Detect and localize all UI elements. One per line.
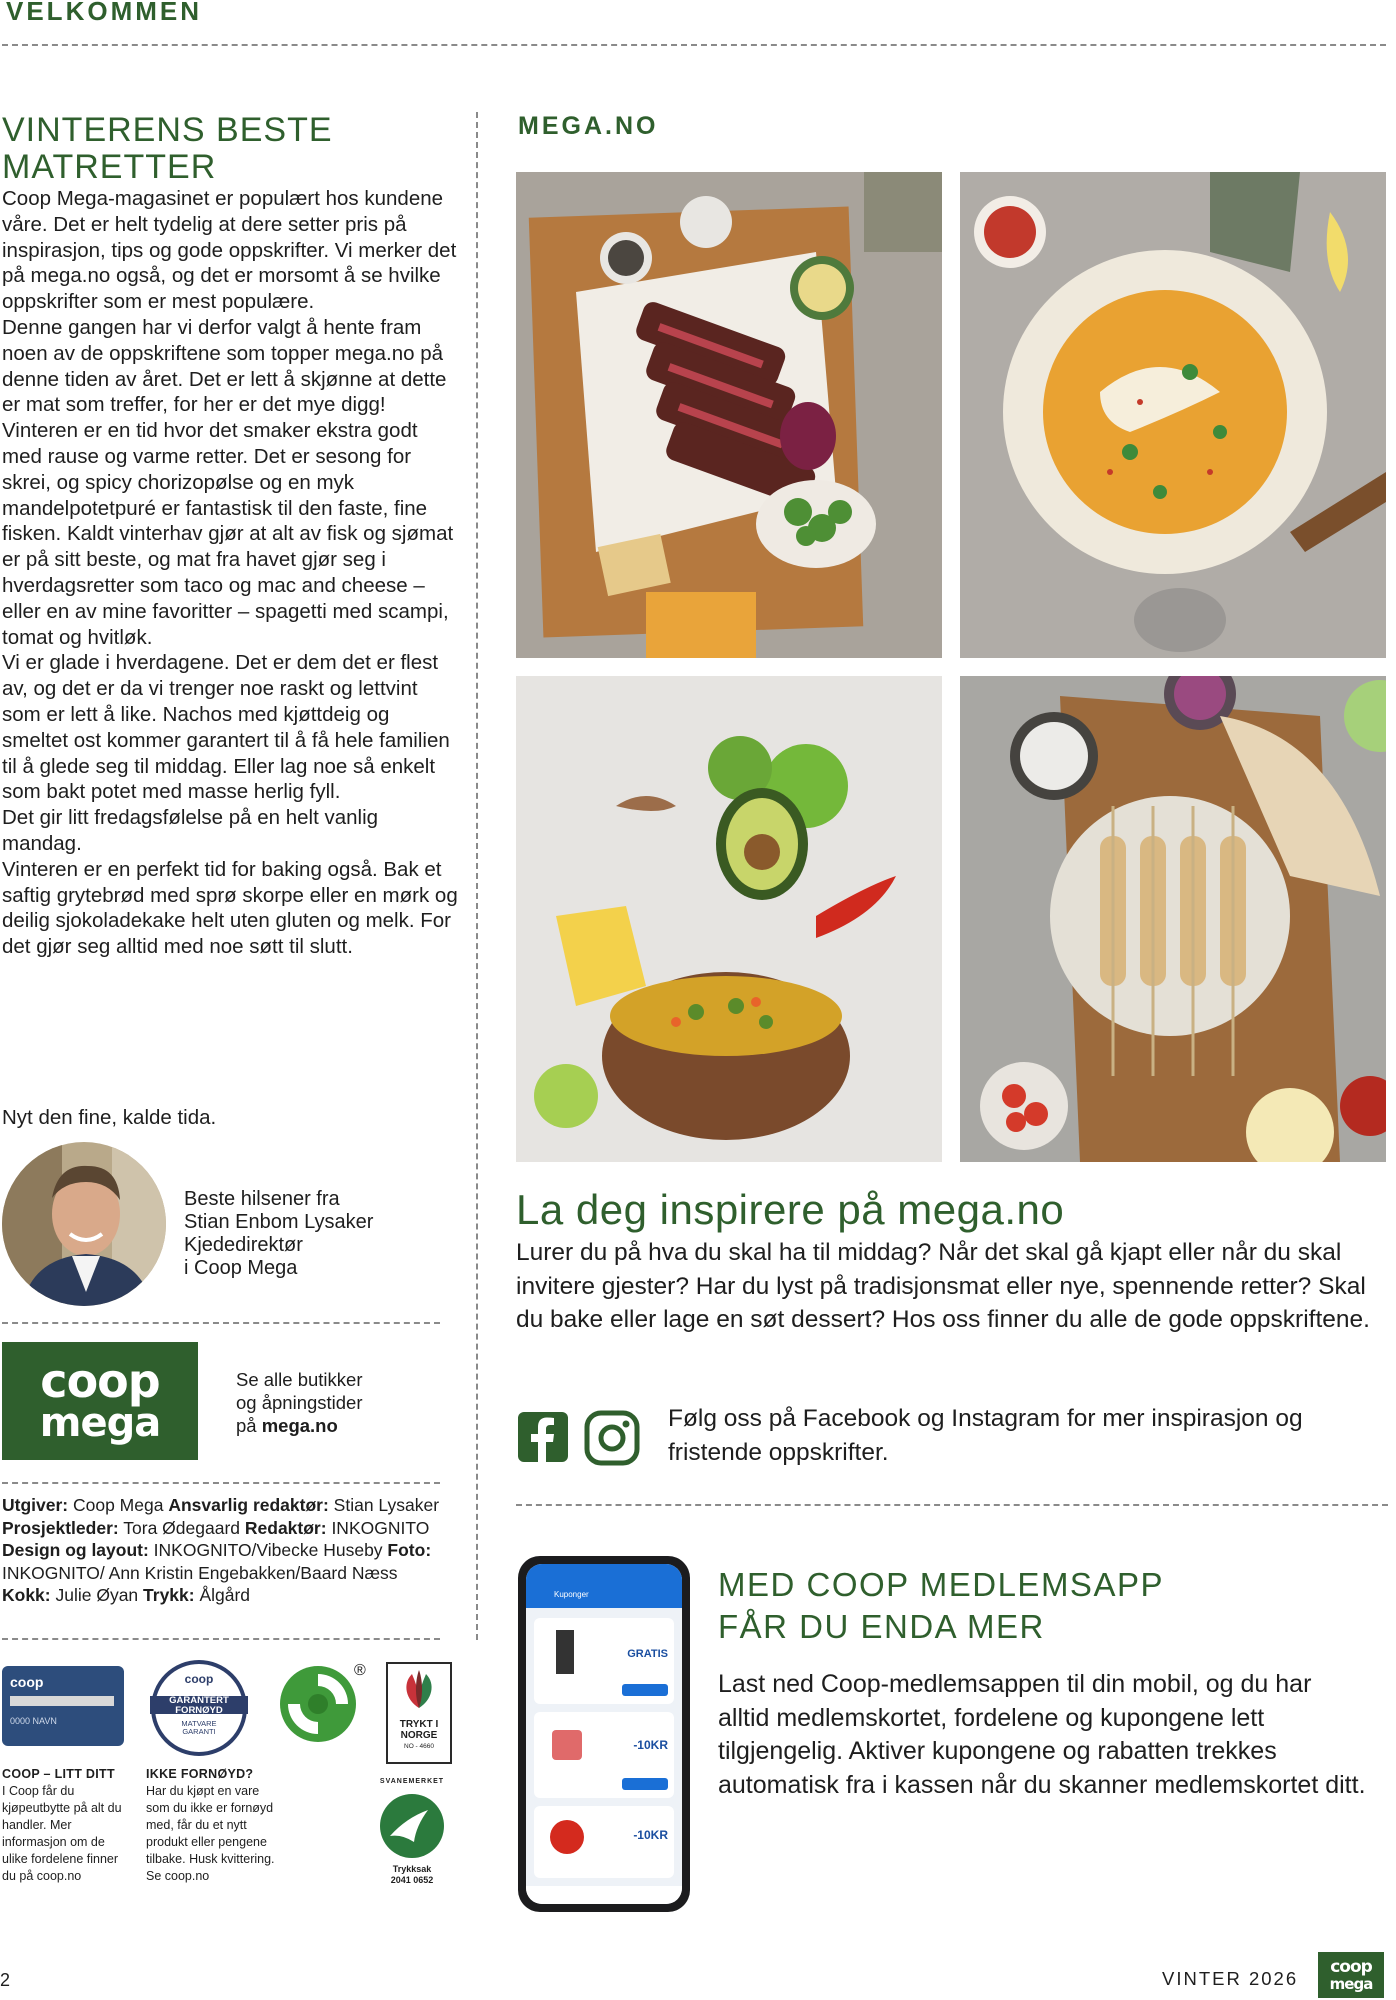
activate-button bbox=[622, 1778, 668, 1790]
mega-link[interactable]: mega.no bbox=[261, 1415, 338, 1436]
article-paragraph: Vi er glade i hverdagene. Det er dem det er flest av, og det er da vi trenger noe raskt og lettvint som er lett å like. Nachos med kjøttdeig og smeltet ost kommer garantert til å få hele familien til å glede seg til middag. Eller lag noe så enkelt som bakt potet med masse herlig fyll. bbox=[2, 651, 450, 804]
signature-company: i Coop Mega bbox=[184, 1257, 298, 1279]
card-caption-title: COOP – LITT DITT bbox=[2, 1767, 115, 1781]
svane-line: Trykksak bbox=[392, 1864, 432, 1874]
salsa-photo bbox=[516, 676, 942, 1162]
trykt-code: NO - 4660 bbox=[404, 1743, 434, 1750]
credits: Utgiver: Coop Mega Ansvarlig redaktør: Stian Lysaker Prosjektleder: Tora Ødegaard Redaktør: INKOGNITO Design og layout: INKOGNITO/Vibecke Huseby Foto: INKOGNITO/ Ann Kristin Engebakken/Baard Næss Kokk: Julie Øyan Trykk: Ålgård bbox=[2, 1495, 440, 1605]
left-divider-2 bbox=[2, 1482, 440, 1484]
issue-label: VINTER 2026 bbox=[1162, 1968, 1299, 1989]
soup-photo bbox=[960, 172, 1386, 658]
store-info bbox=[236, 1368, 436, 1437]
footer-coop-mega-logo bbox=[1318, 1952, 1384, 1998]
card-caption-text: I Coop får du kjøpeutbytte på alt du handler. Mer informasjon om de ulike fordelene finner du på coop.no bbox=[2, 1784, 122, 1883]
card-logo: coop bbox=[10, 1674, 44, 1690]
inspire-heading: La deg inspirere på mega.no bbox=[516, 1186, 1065, 1233]
coupon-card bbox=[534, 1712, 674, 1798]
card-caption bbox=[2, 1766, 128, 1885]
logo-coop: coop bbox=[40, 1354, 160, 1408]
signature-name: Stian Enbom Lysaker bbox=[184, 1211, 374, 1233]
phone-app-header: Kuponger bbox=[526, 1564, 682, 1608]
app-heading-line: MED COOP MEDLEMSAPP bbox=[718, 1566, 1164, 1603]
card-number: 0000 NAVN bbox=[10, 1716, 57, 1726]
app-phone-mockup bbox=[518, 1556, 690, 1912]
coupon-card bbox=[534, 1806, 674, 1878]
store-info-line: Se alle butikker bbox=[236, 1369, 363, 1390]
signature-line: Beste hilsener fra bbox=[184, 1188, 340, 1210]
app-text: Last ned Coop-medlemsappen til din mobil, og du har alltid medlemskortet, fordelene og kupongene lett tilgjengelig. Aktiver kupongene og rabatten trekkes automatisk fra i kassen når du skanner medlemskortet ditt. bbox=[718, 1670, 1366, 1799]
svanemerket-icon bbox=[376, 1790, 448, 1862]
section-title: VELKOMMEN bbox=[6, 0, 202, 26]
left-divider-1 bbox=[2, 1322, 440, 1324]
seal-top: coop bbox=[184, 1672, 214, 1686]
right-divider bbox=[516, 1504, 1388, 1506]
footer-logo-mega: mega bbox=[1329, 1974, 1373, 1993]
norway-flower-icon bbox=[388, 1664, 450, 1714]
signature bbox=[184, 1188, 424, 1280]
article-body bbox=[2, 186, 458, 960]
article-heading: VINTERENS BESTE MATRETTER bbox=[2, 111, 333, 186]
app-heading bbox=[718, 1564, 1378, 1648]
guarantee-caption bbox=[146, 1766, 282, 1885]
coupon-tag: -10KR bbox=[633, 1738, 668, 1752]
coupon-tag: GRATIS bbox=[627, 1648, 668, 1660]
recycle-icon bbox=[278, 1664, 358, 1744]
seal-sub: MATVARE GARANTI bbox=[181, 1719, 217, 1736]
phone-tabbar bbox=[526, 1886, 682, 1904]
coupon-card bbox=[534, 1618, 674, 1704]
column-divider bbox=[476, 112, 478, 1640]
facebook-icon[interactable] bbox=[518, 1412, 568, 1462]
app-heading-line: FÅR DU ENDA MER bbox=[718, 1608, 1045, 1645]
mega-label: MEGA.NO bbox=[518, 112, 659, 140]
article-paragraph: Coop Mega-magasinet er populært hos kundene våre. Det er helt tydelig at dere setter pris på inspirasjon, tips og gode oppskrifter. Vi merker det på mega.no også, og det er morsomt å se hvilke oppskrifter som er mest populære. bbox=[2, 187, 457, 314]
svane-line: 2041 0652 bbox=[390, 1875, 434, 1885]
trykt-line: NORGE bbox=[400, 1730, 438, 1741]
article-paragraph: Vinteren er en perfekt tid for baking også. Bak et saftig grytebrød med sprø skorpe eller en mørk og deilig sjokoladekake helt uten gluten og melk. For det gjør seg alltid med noe søtt til slutt. bbox=[2, 857, 458, 959]
instagram-icon[interactable] bbox=[584, 1410, 640, 1466]
header-divider bbox=[2, 44, 1386, 46]
skewers-photo bbox=[960, 676, 1386, 1162]
footer-logo-coop: coop bbox=[1330, 1956, 1372, 1977]
trykt-i-norge-label bbox=[386, 1662, 452, 1764]
guarantee-seal bbox=[146, 1658, 252, 1758]
store-info-line: på mega.no bbox=[236, 1415, 338, 1436]
phone-screen bbox=[526, 1564, 682, 1904]
svanemerket-label: SVANEMERKET bbox=[379, 1778, 445, 1785]
steak-photo bbox=[516, 172, 942, 658]
activate-button bbox=[622, 1684, 668, 1696]
inspire-text: Lurer du på hva du skal ha til middag? Når det skal gå kjapt eller når du skal invitere gjester? Har du lyst på tradisjonsmat eller nye, spennende retter? Skal du bake eller lage en søt dessert? Hos oss finner du alle de gode oppskriftene. bbox=[516, 1239, 1370, 1333]
guarantee-caption-text: Har du kjøpt en vare som du ikke er fornøyd med, får du et nytt produkt eller pengene tilbake. Husk kvittering. Se coop.no bbox=[146, 1784, 275, 1883]
store-info-line: og åpningstider bbox=[236, 1392, 363, 1413]
seal-banner: GARANTERT FORNØYD bbox=[169, 1695, 229, 1716]
logo-mega: mega bbox=[39, 1400, 161, 1446]
guarantee-caption-title: IKKE FORNØYD? bbox=[146, 1767, 254, 1781]
coop-mega-logo bbox=[2, 1342, 198, 1460]
follow-text: Følg oss på Facebook og Instagram for mer inspirasjon og fristende oppskrifter. bbox=[668, 1405, 1303, 1466]
registered-mark: ® bbox=[354, 1662, 366, 1679]
left-divider-3 bbox=[2, 1638, 440, 1640]
article-paragraph: Denne gangen har vi derfor valgt å hente fram noen av de oppskriftene som topper mega.no på denne tiden av året. Det er lett å skjønne at dette er mat som treffer, for her er det mye digg! bbox=[2, 315, 447, 417]
page-number: 2 bbox=[0, 1970, 11, 1990]
trykt-line: TRYKT I bbox=[399, 1719, 439, 1730]
author-portrait bbox=[2, 1142, 166, 1306]
member-card-image bbox=[2, 1666, 124, 1746]
card-strip bbox=[10, 1696, 114, 1706]
coupon-tag: -10KR bbox=[633, 1828, 668, 1842]
article-closing: Nyt den fine, kalde tida. bbox=[2, 1106, 217, 1129]
article-paragraph: Vinteren er en tid hvor det smaker ekstra godt med rause og varme retter. Det er sesong for skrei, og spicy chorizopølse og en myk mandelpotetpuré er fantastisk til den faste, fine fisken. Kaldt vinterhav gjør at alt av fisk og sjømat er på sitt beste, og mat fra havet gjør seg i hverdagsretter som taco og mac and cheese – eller en av mine favoritter – spagetti med scampi, tomat og hvitløk. bbox=[2, 419, 454, 649]
article-paragraph: Det gir litt fredagsfølelse på en helt vanlig mandag. bbox=[2, 806, 379, 855]
svanemerket-code bbox=[376, 1864, 448, 1886]
signature-title: Kjededirektør bbox=[184, 1234, 303, 1256]
